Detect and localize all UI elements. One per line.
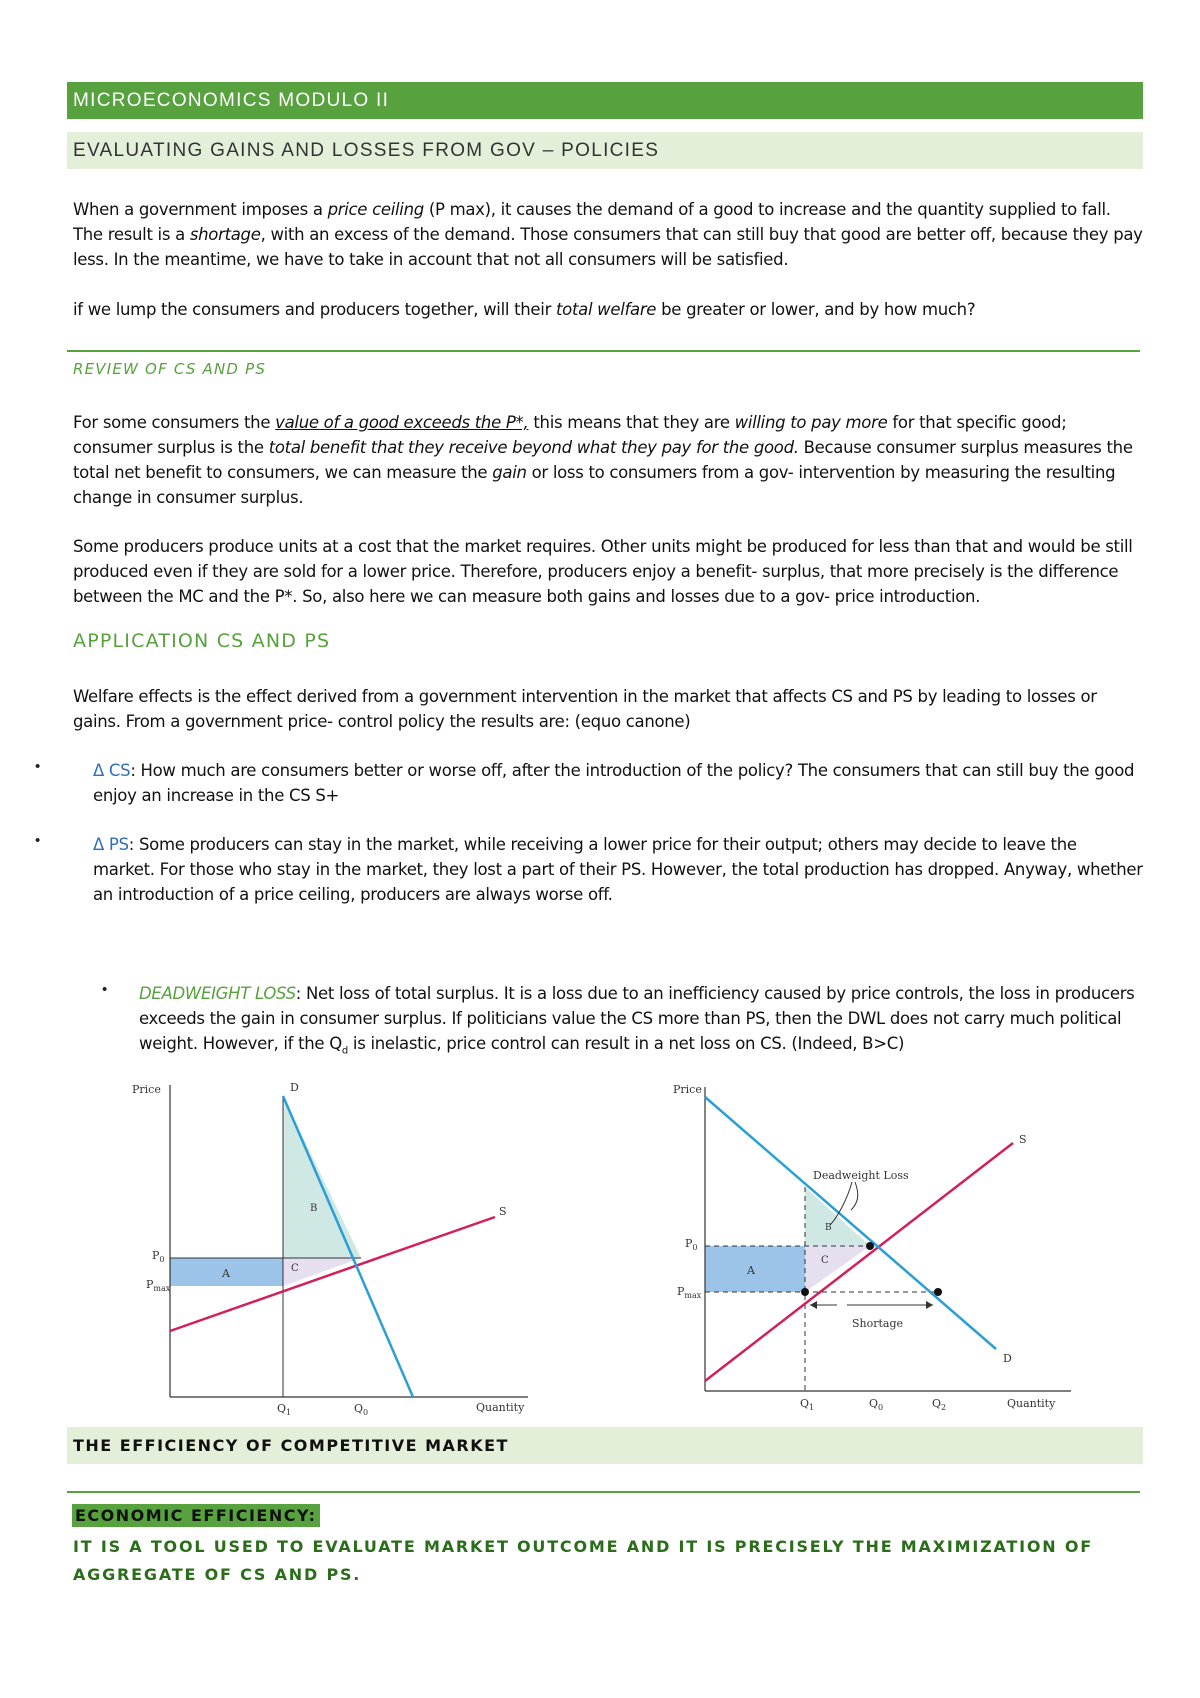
area-c-label: C <box>821 1255 829 1266</box>
area-c-label: C <box>291 1263 299 1274</box>
quantity-axis-label: Quantity <box>476 1401 525 1414</box>
efficiency-bar: THE EFFICIENCY OF COMPETITIVE MARKET <box>67 1427 1143 1464</box>
review-heading: REVIEW OF CS AND PS <box>73 360 267 378</box>
bullet-delta-ps: Δ PS: Some producers can stay in the market, while receiving a lower price for their output; others may decide to leave the market. For those who stay in the market, they lost a part of their PS. However, the total production has dropped. Anyway, whether an introduction of a price ceiling, producers are always worse off. <box>93 835 1143 904</box>
equilibrium-point <box>866 1242 874 1250</box>
area-a-label: A <box>222 1267 230 1280</box>
intro-question: if we lump the consumers and producers together, will their total welfare be greater or lower, and by how much? <box>73 300 976 319</box>
shortage-arrow-head <box>810 1301 817 1309</box>
intro-paragraph: When a government imposes a price ceiling (P max), it causes the demand of a good to increase and the quantity supplied to fall. The result is a shortage, with an excess of the demand. Those consumers that can still buy that good are better off, because they pay less. In the meantime, we have to take in account that not all consumers will be satisfied. <box>73 200 1143 269</box>
bullet-delta-cs: Δ CS: How much are consumers better or worse off, after the introduction of the policy? The consumers that can still buy the good enjoy an increase in the CS S+ <box>93 761 1135 805</box>
p0-label: $P_0$ <box>685 1237 698 1252</box>
q2-label: $Q_2$ <box>932 1397 947 1412</box>
bullet-deadweight-loss: DEADWEIGHT LOSS: Net loss of total surplus. It is a loss due to an inefficiency caused by price controls, the loss in producers exceeds the gain in consumer surplus. If politicians value the CS more than PS, then the DWL does not carry much political weight. However, if the $Q_d$ is inelastic, price control can result in a net loss on CS. (Indeed, B>C) <box>139 984 1135 1057</box>
demand-label: D <box>1003 1352 1012 1365</box>
shortage-arrow-head <box>926 1301 933 1309</box>
supply-label: S <box>1019 1133 1027 1146</box>
review-paragraph-cs: For some consumers the value of a good exceeds the P*, this means that they are willing to pay more for that specific good; consumer surplus is the total benefit that they receive beyond what they pay for the good. Because consumer surplus measures the total net benefit to consumers, we can measure the gain or loss to consumers from a gov- intervention by measuring the resulting change in consumer surplus. <box>73 413 1133 507</box>
supply-label: S <box>499 1205 507 1218</box>
demand-curve <box>705 1097 996 1349</box>
q1-point <box>801 1288 809 1296</box>
area-a <box>705 1246 805 1292</box>
module-title: MICROECONOMICS MODULO II <box>67 82 1143 119</box>
section-divider <box>67 1491 1140 1493</box>
application-paragraph: Welfare effects is the effect derived from a government intervention in the market that affects CS and PS by leading to losses or gains. From a government price- control policy the results are: (equo canone) <box>73 687 1097 731</box>
area-a-label: A <box>747 1264 755 1277</box>
price-ceiling-chart-left <box>130 1075 540 1415</box>
area-b <box>805 1187 870 1246</box>
area-b-label: B <box>310 1203 318 1214</box>
pmax-label: $P_{max}$ <box>677 1285 702 1300</box>
bullet-icon: • <box>35 758 41 775</box>
quantity-axis-label: Quantity <box>1007 1397 1056 1410</box>
dwl-arrow <box>851 1182 858 1210</box>
dwl-label: Deadweight Loss <box>813 1169 909 1182</box>
price-axis-label: Price <box>673 1083 702 1096</box>
area-b-label: B <box>825 1223 832 1233</box>
price-ceiling-chart-right <box>665 1075 1085 1415</box>
bullet-icon: • <box>102 981 108 998</box>
q1-label: $Q_1$ <box>800 1397 815 1412</box>
area-c <box>805 1246 870 1292</box>
economic-efficiency-title: ECONOMIC EFFICIENCY: <box>72 1504 320 1527</box>
review-paragraph-ps: Some producers produce units at a cost that the market requires. Other units might be produced for less than that and would be still produced even if they are sold for a lower price. Therefore, producers enjoy a benefit- surplus, that more precisely is the difference between the MC and the P*. So, also here we can measure both gains and losses due to a gov- price introduction. <box>73 537 1133 606</box>
section-divider <box>67 350 1140 352</box>
pmax-label: $P_{max}$ <box>146 1278 171 1293</box>
application-heading: APPLICATION CS AND PS <box>73 630 331 652</box>
q2-point <box>934 1288 942 1296</box>
q0-label: $Q_0$ <box>354 1402 369 1415</box>
demand-label: D <box>290 1081 299 1094</box>
q1-label: $Q_1$ <box>277 1402 292 1415</box>
q0-label: $Q_0$ <box>869 1397 884 1412</box>
bullet-icon: • <box>35 832 41 849</box>
p0-label: $P_0$ <box>152 1249 165 1264</box>
economic-efficiency-text: IT IS A TOOL USED TO EVALUATE MARKET OUTCOME AND IT IS PRECISELY THE MAXIMIZATION OF AGGREGATE OF CS AND PS. <box>73 1537 1093 1584</box>
section-title: EVALUATING GAINS AND LOSSES FROM GOV – POLICIES <box>67 132 1143 169</box>
shortage-label: Shortage <box>852 1317 904 1330</box>
price-axis-label: Price <box>132 1083 161 1096</box>
